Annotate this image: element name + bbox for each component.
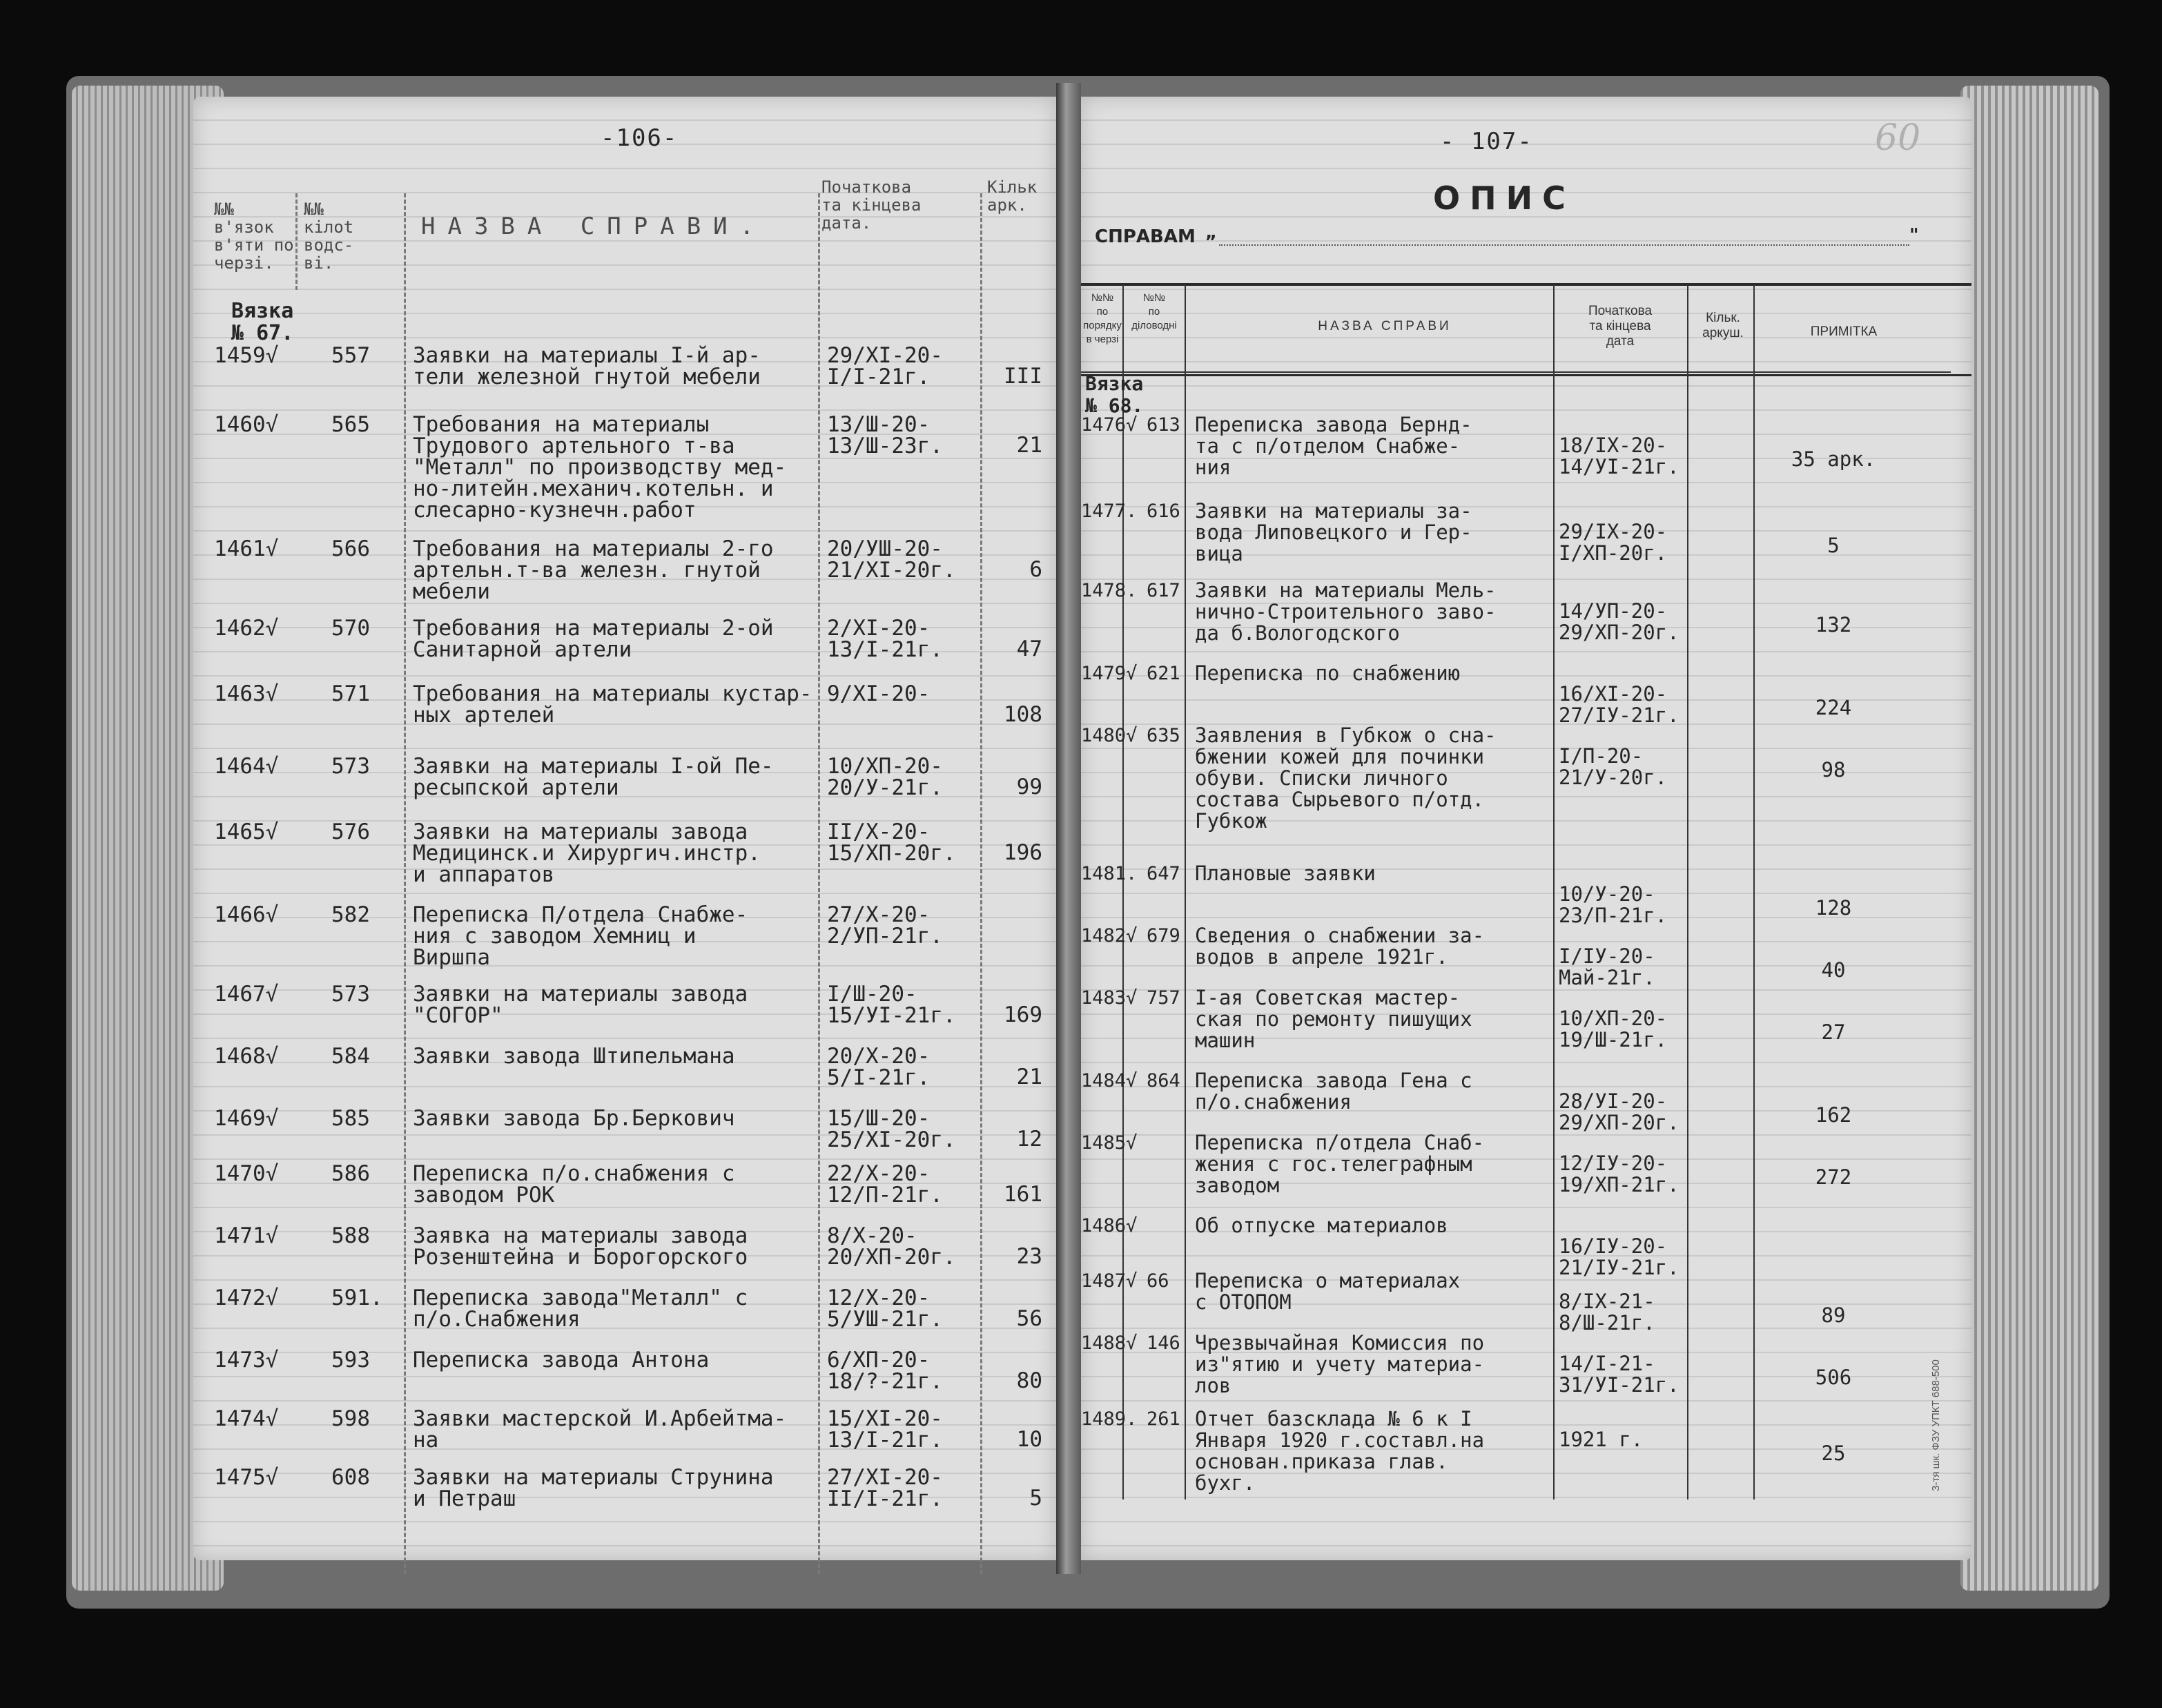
office-number: 146	[1147, 1332, 1180, 1354]
row-number: 1472√	[214, 1285, 279, 1310]
case-title: Чрезвычайная Комиссия по из"ятию и учету материа- лов	[1195, 1331, 1485, 1397]
case-dates: II/X-20- 15/ХП-20г.	[827, 819, 956, 866]
note: 128	[1815, 896, 1852, 920]
sheet-count: 161	[1004, 1182, 1042, 1207]
column-divider	[1122, 284, 1124, 1500]
case-title: Переписка по снабжению	[1195, 661, 1461, 685]
case-title: Требования на материалы кустар- ных артелей	[413, 681, 812, 728]
case-dates: 14/УП-20- 29/ХП-20г.	[1559, 599, 1679, 644]
office-number: 679	[1147, 925, 1180, 947]
note: 25	[1821, 1442, 1846, 1465]
row-number: 1474√	[214, 1406, 279, 1431]
note: 272	[1815, 1165, 1852, 1189]
case-title: Заявки завода Бр.Беркович	[413, 1106, 735, 1131]
case-dates: 14/I-21- 31/УI-21г.	[1559, 1352, 1679, 1397]
office-number: 586	[331, 1161, 370, 1186]
case-title: Заявки на материалы за- вода Липовецкого и Гер- вица	[1195, 499, 1472, 565]
case-dates: 29/XI-20- I/I-21г.	[827, 343, 943, 389]
row-number: 1463√	[214, 681, 279, 706]
row-number: 1485√	[1081, 1132, 1138, 1154]
case-title: Переписка п/о.снабжения с заводом РОК	[413, 1161, 735, 1207]
case-title: Заявки завода Штипельмана	[413, 1044, 735, 1069]
row-number: 1464√	[214, 754, 279, 779]
case-dates: 15/Ш-20- 25/XI-20г.	[827, 1106, 956, 1152]
column-divider	[980, 193, 982, 1574]
sheet-count: 169	[1004, 1002, 1042, 1027]
header-sheets-col: Кільк. аркуш.	[1702, 311, 1744, 340]
column-divider	[1687, 284, 1688, 1500]
row-number: 1488√	[1081, 1332, 1138, 1354]
row-number: 1481.	[1081, 863, 1138, 884]
office-number: 635	[1147, 725, 1180, 746]
case-dates: I/П-20- 21/У-20г.	[1559, 744, 1668, 789]
case-title: I-ая Советская мастер- ская по ремонту пишущих машин	[1195, 986, 1472, 1052]
case-dates: 18/IX-20- 14/УI-21г.	[1559, 434, 1679, 478]
case-dates: 20/X-20- 5/I-21г.	[827, 1044, 931, 1090]
case-dates: 15/XI-20- 13/I-21г.	[827, 1406, 943, 1453]
page-number: -106-	[601, 124, 679, 152]
column-divider	[1553, 284, 1555, 1500]
case-title: Заявки на материалы Мель- нично-Строительного заво- да б.Вологодского	[1195, 579, 1497, 645]
row-number: 1477.	[1081, 501, 1138, 522]
case-dates: 9/XI-20-	[827, 681, 931, 706]
case-dates: 10/ХП-20- 19/Ш-21г.	[1559, 1007, 1668, 1051]
column-divider	[295, 193, 298, 290]
header-bundle-col: №№ в'язок в'яти по черзі.	[214, 200, 294, 273]
print-stamp: 3-тя шк. ФЗУ УПКТ 688-500	[1930, 1359, 1942, 1491]
case-title: Переписка завода Бернд- та с п/отделом Снабже- ния	[1195, 413, 1472, 479]
case-title: Переписка о материалах с ОТОПОМ	[1195, 1269, 1461, 1314]
header-dates-col: Початкова та кінцева дата	[1588, 304, 1653, 349]
sheet-count: 5	[1029, 1486, 1042, 1511]
office-number: 613	[1147, 414, 1180, 436]
case-dates: I/Ш-20- 15/УI-21г.	[827, 982, 956, 1028]
office-number: 66	[1147, 1270, 1169, 1292]
office-number: 570	[331, 616, 370, 641]
case-dates: 28/УI-20- 29/ХП-20г.	[1559, 1089, 1679, 1134]
header-office-col: №№ кілоt водс- ві.	[304, 200, 354, 273]
case-title: Переписка п/отдела Снаб- жения с гос.телеграфным заводом	[1195, 1131, 1485, 1197]
row-number: 1482√	[1081, 925, 1138, 947]
row-number: 1465√	[214, 819, 279, 844]
office-number: 588	[331, 1223, 370, 1248]
header-office-col: №№ по діловодні	[1131, 292, 1177, 331]
case-title: Плановые заявки	[1195, 862, 1376, 885]
case-title: Отчет базсклада № 6 к I Января 1920 г.составл.на основан.приказа глав. бухг.	[1195, 1407, 1485, 1495]
row-number: 1459√	[214, 343, 279, 368]
case-title: Заявки на материалы Струнина и Петраш	[413, 1465, 774, 1511]
case-dates: 29/IX-20- I/ХП-20г.	[1559, 520, 1668, 565]
header-title-col: НАЗВА СПРАВИ.	[421, 213, 767, 240]
row-number: 1476√	[1081, 414, 1138, 436]
bundle-label: Вязка № 68.	[1085, 372, 1144, 417]
sheet-count: III	[1004, 364, 1042, 389]
case-dates: 27/X-20- 2/УП-21г.	[827, 902, 943, 949]
note: 162	[1815, 1103, 1852, 1127]
header-rule	[1081, 371, 1951, 373]
case-dates: 27/XI-20- II/I-21г.	[827, 1465, 943, 1511]
case-title: Заявки на материалы I-ой Пе- ресыпской артели	[413, 754, 774, 800]
row-number: 1483√	[1081, 987, 1138, 1009]
column-divider	[1753, 284, 1755, 1500]
spravam-fill-line	[1219, 244, 1909, 246]
page-edges-right	[1960, 86, 2098, 1591]
sheet-count: 23	[1016, 1244, 1042, 1269]
sheet-count: 108	[1004, 702, 1042, 727]
case-dates: 8/X-20- 20/ХП-20г.	[827, 1223, 956, 1270]
row-number: 1479√	[1081, 663, 1138, 684]
note: 5	[1827, 534, 1840, 557]
row-number: 1487√	[1081, 1270, 1138, 1292]
case-title: Переписка П/отдела Снабже- ния с заводом Хемниц и Виршпа	[413, 902, 748, 970]
case-dates: 22/X-20- 12/П-21г.	[827, 1161, 943, 1207]
book-gutter	[1056, 83, 1081, 1574]
office-number: 617	[1147, 580, 1180, 601]
office-number: 593	[331, 1348, 370, 1372]
row-number: 1460√	[214, 412, 279, 437]
sheet-count: 21	[1016, 433, 1042, 458]
case-dates: 13/Ш-20- 13/Ш-23г.	[827, 412, 943, 458]
note: 98	[1821, 758, 1846, 782]
row-number: 1489.	[1081, 1408, 1138, 1430]
case-title: Переписка завода Гена с п/о.снабжения	[1195, 1069, 1472, 1114]
row-number: 1486√	[1081, 1215, 1138, 1236]
office-number: 864	[1147, 1070, 1180, 1091]
office-number: 557	[331, 343, 370, 368]
row-number: 1480√	[1081, 725, 1138, 746]
office-number: 573	[331, 754, 370, 779]
case-dates: 10/ХП-20- 20/У-21г.	[827, 754, 943, 800]
header-order-col: №№ по порядку в черзі	[1083, 292, 1122, 345]
office-number: 565	[331, 412, 370, 437]
case-title: Требования на материалы 2-ой Санитарной артели	[413, 616, 774, 662]
sheet-count: 99	[1016, 775, 1042, 799]
case-title: Заявления в Губкож о сна- бжении кожей для починки обуви. Списки личного состава Сырьевого п/отд. Губкож	[1195, 724, 1497, 833]
office-number: 576	[331, 819, 370, 844]
office-number: 584	[331, 1044, 370, 1069]
note: 506	[1815, 1366, 1852, 1389]
case-dates: 6/ХП-20- 18/?-21г.	[827, 1348, 943, 1394]
row-number: 1475√	[214, 1465, 279, 1490]
header-sheets-col: Кільк арк.	[987, 177, 1038, 215]
office-number: 647	[1147, 863, 1180, 884]
office-number: 616	[1147, 501, 1180, 522]
column-divider	[1185, 284, 1186, 1500]
case-title: Заявка на материалы завода Розенштейна и Борогорского	[413, 1223, 748, 1270]
column-divider	[404, 193, 406, 1574]
row-number: 1467√	[214, 982, 279, 1007]
case-title: Требования на материалы Трудового артельного т-ва "Металл" по производству мед- но-литейн.механич.котельн. и слесарно-кузнечн.работ	[413, 412, 787, 523]
office-number: 608	[331, 1465, 370, 1490]
office-number: 566	[331, 536, 370, 561]
folio-number: 60	[1875, 117, 1921, 159]
case-title: Требования на материалы 2-го артельн.т-ва железн. гнутой мебели	[413, 536, 774, 604]
case-title: Сведения о снабжении за- водов в апреле 1921г.	[1195, 924, 1485, 969]
note: 132	[1815, 613, 1852, 637]
office-number: 591.	[331, 1285, 383, 1310]
case-dates: 1921 г.	[1559, 1428, 1644, 1451]
case-title: Заявки мастерской И.Арбейтма- на	[413, 1406, 787, 1453]
sheet-count: 80	[1016, 1368, 1042, 1393]
case-dates: 8/IX-21- 8/Ш-21г.	[1559, 1290, 1655, 1335]
case-title: Об отпуске материалов	[1195, 1214, 1448, 1237]
header-dates-col: Початкова та кінцева дата.	[821, 177, 922, 233]
case-title: Переписка завода"Металл" с п/о.Снабжения	[413, 1285, 748, 1332]
office-number: 261	[1147, 1408, 1180, 1430]
case-title: Переписка завода Антона	[413, 1348, 710, 1372]
document-title: ОПИС	[1433, 179, 1575, 217]
office-number: 582	[331, 902, 370, 927]
row-number: 1468√	[214, 1044, 279, 1069]
spravam-label: СПРАВАМ	[1095, 226, 1196, 247]
header-title-col: НАЗВА СПРАВИ	[1318, 319, 1452, 333]
bundle-label: Вязка № 67.	[231, 299, 294, 345]
case-dates: 20/УШ-20- 21/XI-20г.	[827, 536, 956, 583]
note: 40	[1821, 958, 1846, 982]
sheet-count: 6	[1029, 557, 1042, 582]
note: 35 арк.	[1791, 447, 1876, 471]
note: 27	[1821, 1020, 1846, 1044]
quote-close: "	[1909, 225, 1919, 246]
page-number: - 107-	[1440, 128, 1533, 155]
note: 89	[1821, 1303, 1846, 1327]
case-title: Заявки на материалы завода "СОГОР"	[413, 982, 748, 1028]
case-title: Заявки на материалы завода Медицинск.и Хирургич.инстр. и аппаратов	[413, 819, 761, 887]
case-dates: 16/IУ-20- 21/IУ-21г.	[1559, 1234, 1679, 1279]
case-dates: 12/X-20- 5/УШ-21г.	[827, 1285, 943, 1332]
office-number: 585	[331, 1106, 370, 1131]
row-number: 1473√	[214, 1348, 279, 1372]
case-title: Заявки на материалы I-й ар- тели железной гнутой мебели	[413, 343, 761, 389]
case-dates: 16/XI-20- 27/IУ-21г.	[1559, 682, 1679, 727]
office-number: 598	[331, 1406, 370, 1431]
office-number: 621	[1147, 663, 1180, 684]
office-number: 571	[331, 681, 370, 706]
row-number: 1471√	[214, 1223, 279, 1248]
note: 224	[1815, 696, 1852, 719]
row-number: 1469√	[214, 1106, 279, 1131]
office-number: 757	[1147, 987, 1180, 1009]
quote-open: „	[1205, 222, 1218, 243]
row-number: 1484√	[1081, 1070, 1138, 1091]
left-page	[193, 97, 1056, 1560]
sheet-count: 47	[1016, 637, 1042, 661]
case-dates: 2/XI-20- 13/I-21г.	[827, 616, 943, 662]
row-number: 1478.	[1081, 580, 1138, 601]
row-number: 1466√	[214, 902, 279, 927]
row-number: 1462√	[214, 616, 279, 641]
sheet-count: 56	[1016, 1306, 1042, 1331]
sheet-count: 21	[1016, 1065, 1042, 1089]
case-dates: I/IУ-20- Май-21г.	[1559, 944, 1655, 989]
case-dates: 10/У-20- 23/П-21г.	[1559, 882, 1668, 927]
column-divider	[818, 193, 820, 1574]
sheet-count: 10	[1016, 1427, 1042, 1452]
case-dates: 12/IУ-20- 19/ХП-21г.	[1559, 1152, 1679, 1196]
row-number: 1461√	[214, 536, 279, 561]
row-number: 1470√	[214, 1161, 279, 1186]
header-note-col: ПРИМІТКА	[1810, 324, 1878, 339]
sheet-count: 196	[1004, 840, 1042, 865]
right-page	[1081, 97, 1971, 1560]
office-number: 573	[331, 982, 370, 1007]
sheet-count: 12	[1016, 1127, 1042, 1152]
